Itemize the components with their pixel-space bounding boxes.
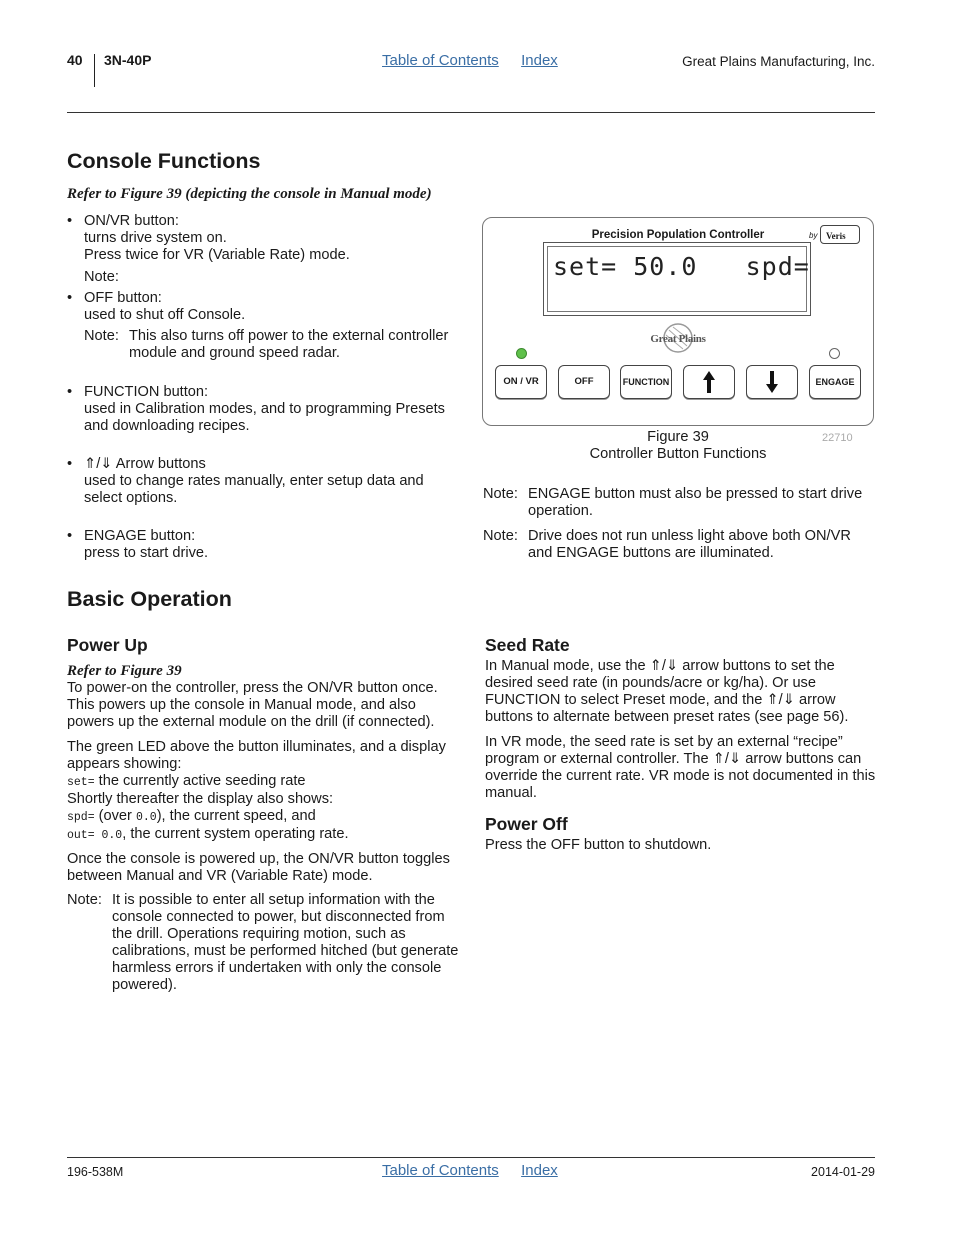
header-rule bbox=[67, 112, 875, 113]
display-out-line: out= 0.0, the current system operating rate. bbox=[67, 826, 349, 842]
seed-rate-heading: Seed Rate bbox=[485, 635, 570, 655]
controller-title: Precision Population Controller bbox=[591, 229, 765, 241]
power-up-p1: To power-on the controller, press the ON/VR button once. This powers up the console in Manual mode, and also powers up the external module on the drill (if connected). bbox=[67, 680, 438, 730]
note: Note: ENGAGE button must also be pressed to start drive operation. bbox=[483, 486, 863, 519]
power-off-heading: Power Off bbox=[485, 814, 568, 834]
basic-operation-heading: Basic Operation bbox=[67, 587, 232, 611]
right-notes bbox=[483, 486, 875, 562]
footer-nav bbox=[382, 1162, 558, 1179]
document-number: 196-538M bbox=[67, 1165, 124, 1179]
figure-caption: Figure 39 Controller Button Functions bbox=[589, 429, 767, 462]
toc-link[interactable]: Table of Contents bbox=[382, 1162, 499, 1179]
power-up-ref: Refer to Figure 39 bbox=[67, 663, 182, 679]
list-item: • ⇑/⇓ Arrow buttons used to change rates manually, enter setup data and select options. bbox=[67, 456, 462, 507]
engage-button[interactable]: ENGAGE bbox=[809, 365, 861, 399]
engage-led-indicator bbox=[829, 348, 840, 359]
lcd-display-text: set= 50.0 spd= bbox=[553, 252, 810, 281]
list-item: • FUNCTION button: used in Calibration modes, and to programming Presets and downloading recipes. bbox=[67, 384, 462, 435]
company-name: Great Plains Manufacturing, Inc. bbox=[682, 54, 875, 69]
header-divider bbox=[94, 54, 95, 87]
up-arrow-icon bbox=[703, 371, 715, 393]
list-item: • ENGAGE button: press to start drive. bbox=[67, 528, 462, 562]
great-plains-logo: Great Plains bbox=[633, 321, 723, 357]
toc-link[interactable]: Table of Contents bbox=[382, 52, 499, 69]
function-button[interactable]: FUNCTION bbox=[620, 365, 672, 399]
index-link[interactable]: Index bbox=[521, 52, 558, 69]
model-name: 3N-40P bbox=[104, 52, 152, 68]
seed-rate-p2: In VR mode, the seed rate is set by an external “recipe” program or external controller. The ⇑/⇓ arrow buttons can override the current rate. VR mode is not documented in this manual. bbox=[485, 734, 876, 801]
index-link[interactable]: Index bbox=[521, 1162, 558, 1179]
power-off-p1: Press the OFF button to shutdown. bbox=[485, 837, 712, 853]
off-button[interactable]: OFF bbox=[558, 365, 610, 399]
console-functions-intro: Refer to Figure 39 (depicting the console in Manual mode) bbox=[67, 186, 432, 202]
display-set-line: set= the currently active seeding rate bbox=[67, 773, 306, 789]
list-item: • OFF button: used to shut off Console. Note: This also turns off power to the external controller module and ground speed radar. bbox=[67, 290, 462, 362]
onvr-led-indicator bbox=[516, 348, 527, 359]
display-spd-line: spd= (over 0.0), the current speed, and bbox=[67, 808, 316, 824]
console-functions-heading: Console Functions bbox=[67, 149, 261, 173]
down-arrow-button[interactable] bbox=[746, 365, 798, 399]
down-arrow-icon bbox=[766, 371, 778, 393]
seed-rate-section bbox=[485, 635, 877, 854]
power-up-p3: Once the console is powered up, the ON/VR button toggles between Manual and VR (Variable Rate) mode. bbox=[67, 851, 450, 884]
document-date: 2014-01-29 bbox=[811, 1165, 875, 1179]
footer-rule bbox=[67, 1157, 875, 1158]
seed-rate-p1: In Manual mode, use the ⇑/⇓ arrow buttons to set the desired seed rate (in pounds/acre or kg/ha). Or use FUNCTION to select Preset mode, and the ⇑/⇓ arrow buttons to alternate between preset rates (see page 56). bbox=[485, 658, 849, 725]
header-nav bbox=[382, 52, 558, 69]
page-number: 40 bbox=[67, 52, 83, 68]
power-up-p2: The green LED above the button illuminates, and a display appears showing: bbox=[67, 739, 446, 772]
note: Note: Drive does not run unless light above both ON/VR and ENGAGE buttons are illuminated. bbox=[483, 528, 851, 561]
controller-figure bbox=[482, 217, 874, 426]
note: Note: This also turns off power to the external controller module and ground speed radar. bbox=[84, 328, 449, 361]
onvr-button[interactable]: ON / VR bbox=[495, 365, 547, 399]
note: Note: It is possible to enter all setup information with the console connected to power, but disconnected from the drill. Operations requiring motion, such as calibrations, must be performed hitched (but generate harmless errors if undertaken with only the console powered). bbox=[67, 892, 459, 993]
console-functions-list bbox=[67, 213, 462, 562]
figure-id: 22710 bbox=[822, 432, 853, 444]
power-up-section bbox=[67, 635, 459, 994]
up-arrow-button[interactable] bbox=[683, 365, 735, 399]
list-item: • ON/VR button: turns drive system on. Press twice for VR (Variable Rate) mode. Note: bbox=[67, 213, 462, 286]
veris-logo: by Veris bbox=[809, 224, 861, 245]
power-up-heading: Power Up bbox=[67, 635, 148, 655]
shortly-line: Shortly thereafter the display also shows: bbox=[67, 791, 334, 807]
